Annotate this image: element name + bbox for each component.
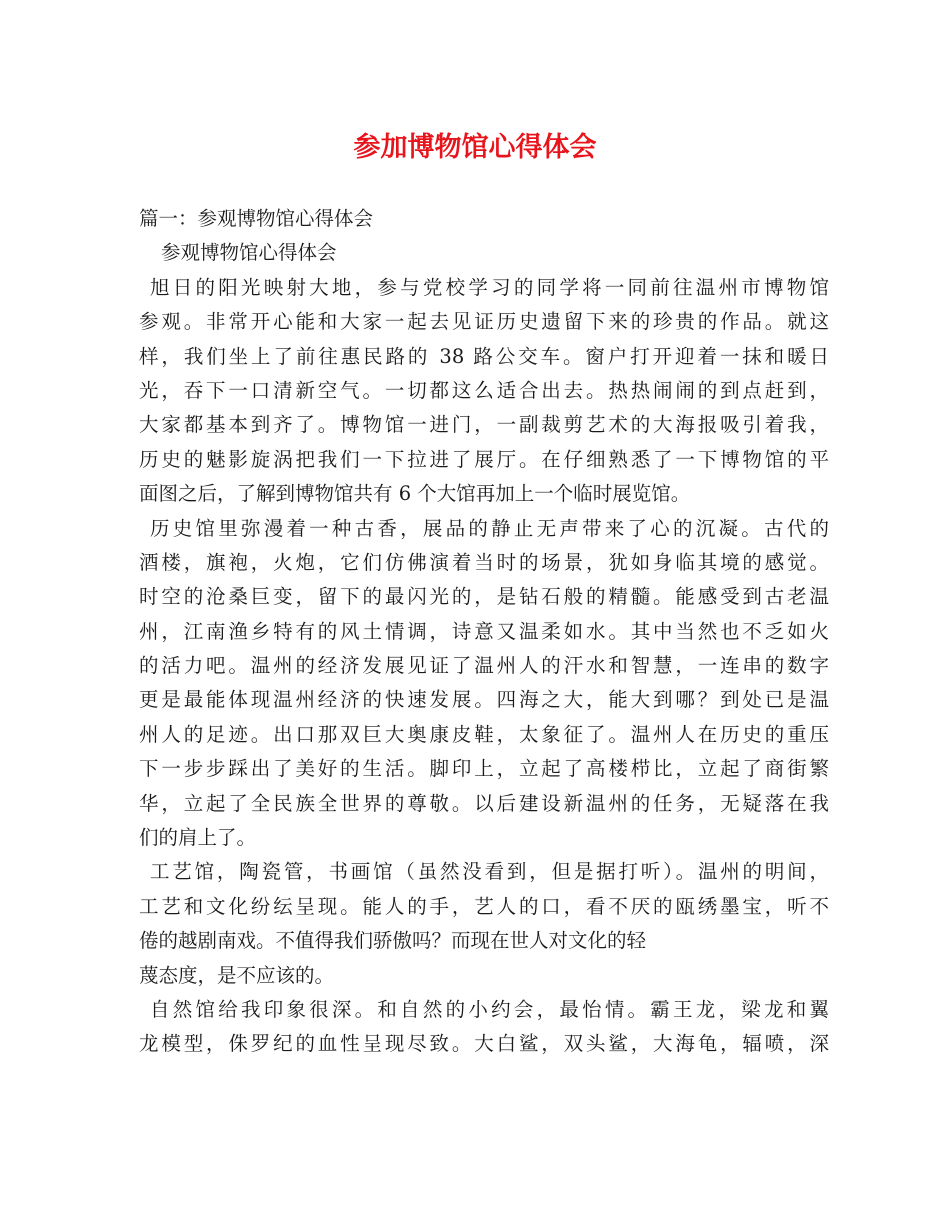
paragraph-line: 光，吞下一口清新空气。一切都这么适合出去。热热闹闹的到点赶到， [139,378,829,402]
paragraph-line: 下一步步踩出了美好的生活。脚印上，立起了高楼栉比，立起了商街繁 [139,757,829,781]
paragraph-line: 工艺和文化纷纭呈现。能人的手，艺人的口，看不厌的瓯绣墨宝，听不 [139,894,829,918]
paragraph-line: 蔑态度，是不应该的。 [139,963,335,987]
paragraph-line: 们的肩上了。 [139,826,257,850]
paragraph-line: 历史的魅影旋涡把我们一下拉进了展厅。在仔细熟悉了一下博物馆的平 [139,447,829,471]
paragraph-line: 龙模型，侏罗纪的血性呈现尽致。大白鲨，双头鲨，大海龟，辐喷，深 [139,1032,829,1056]
paragraph-line: 历史馆里弥漫着一种古香，展品的静止无声带来了心的沉凝。古代的 [150,516,829,540]
paragraph-line: 参观。非常开心能和大家一起去见证历史遗留下来的珍贵的作品。就这 [139,310,829,334]
paragraph-line: 自然馆给我印象很深。和自然的小约会，最怡情。霸王龙，梁龙和翼 [150,997,829,1021]
paragraph-line: 面图之后，了解到博物馆共有 6 个大馆再加上一个临时展览馆。 [139,482,691,506]
document-title: 参加博物馆心得体会 [353,132,597,163]
paragraph-line: 工艺馆，陶瓷管，书画馆（虽然没看到，但是据打听）。温州的明间， [150,860,829,884]
section-heading: 篇一：参观博物馆心得体会 [139,207,374,230]
paragraph-line: 倦的越剧南戏。不值得我们骄傲吗？而现在世人对文化的轻 [139,929,647,953]
document-body [139,202,829,1062]
paragraph-line: 州人的足迹。出口那双巨大奥康皮鞋，太象征了。温州人在历史的重压 [139,722,829,746]
paragraph-line: 州，江南渔乡特有的风土情调，诗意又温柔如水。其中当然也不乏如火 [139,619,829,643]
paragraph-line: 更是最能体现温州经济的快速发展。四海之大，能大到哪？到处已是温 [139,688,829,712]
paragraph-line: 旭日的阳光映射大地，参与党校学习的同学将一同前往温州市博物馆 [150,275,829,299]
paragraph-line: 华，立起了全民族全世界的尊敬。以后建设新温州的任务，无疑落在我 [139,791,829,815]
paragraph-line: 样，我们坐上了前往惠民路的 38 路公交车。窗户打开迎着一抹和暖日 [139,344,829,368]
paragraph-line: 大家都基本到齐了。博物馆一进门，一副裁剪艺术的大海报吸引着我， [139,413,829,437]
paragraph-line: 的活力吧。温州的经济发展见证了温州人的汗水和智慧，一连串的数字 [139,654,829,678]
paragraph-line: 酒楼，旗袍，火炮，它们仿佛演着当时的场景，犹如身临其境的感觉。 [139,550,829,574]
article-subtitle: 参观博物馆心得体会 [161,241,337,265]
paragraph-line: 时空的沧桑巨变，留下的最闪光的，是钻石般的精髓。能感受到古老温 [139,585,829,609]
